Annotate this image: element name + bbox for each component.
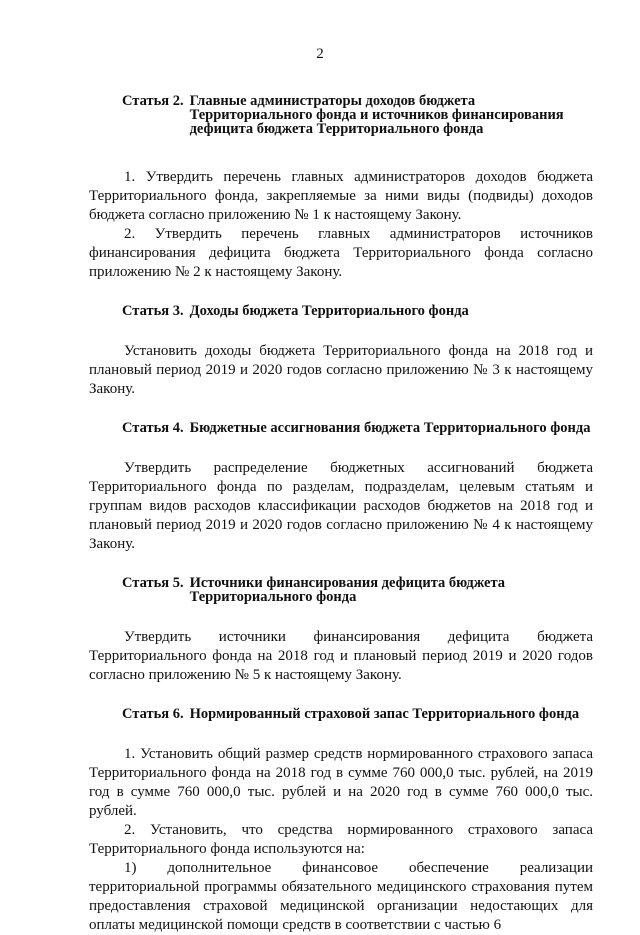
article-4-heading xyxy=(122,421,592,435)
article-6-heading xyxy=(122,707,592,721)
article-4-paragraph-1: Утвердить распределение бюджетных ассигнований бюджета Территориального фонда по разделам, подразделам, целевым статьям и группам видов расходов классификации расходов бюджетов на 2018 год и плановый период 2019 и 2020 годов согласно приложению № 4 к настоящему Закону. xyxy=(89,460,593,552)
article-5-title: Источники финансирования дефицита бюджета Территориального фонда xyxy=(189,575,506,605)
article-6-paragraph-3: 1) дополнительное финансовое обеспечение реализации территориальной программы обязательного медицинского страхования путем предоставления страховой медицинской организации недостающих для оплаты медицинской помощи средств в соответствии с частью 6 xyxy=(89,860,593,933)
article-5-paragraph-1: Утвердить источники финансирования дефицита бюджета Территориального фонда на 2018 год и плановый период 2019 и 2020 годов согласно приложению № 5 к настоящему Закону. xyxy=(89,629,593,683)
article-5-heading xyxy=(122,576,592,604)
article-4-number: Статья 4. xyxy=(122,420,184,436)
article-6-title: Нормированный страховой запас Территориального фонда xyxy=(189,706,580,722)
article-3-number: Статья 3. xyxy=(122,303,184,319)
article-5-number: Статья 5. xyxy=(122,575,184,591)
article-4-title: Бюджетные ассигнования бюджета Территориального фонда xyxy=(189,420,591,436)
page-number: 2 xyxy=(316,46,324,62)
article-6-paragraph-2: 2. Установить, что средства нормированного страхового запаса Территориального фонда используются на: xyxy=(89,822,593,857)
article-6-paragraph-1: 1. Установить общий размер средств нормированного страхового запаса Территориального фонда на 2018 год в сумме 760 000,0 тыс. рублей, на 2019 год в сумме 760 000,0 тыс. рублей и на 2020 год в сумме 760 000,0 тыс. рублей. xyxy=(89,746,593,819)
document-body xyxy=(89,94,593,935)
article-2-heading xyxy=(122,94,592,136)
article-3-title: Доходы бюджета Территориального фонда xyxy=(189,303,469,319)
article-3-paragraph-1: Установить доходы бюджета Территориального фонда на 2018 год и плановый период 2019 и 2020 годов согласно приложению № 3 к настоящему Закону. xyxy=(89,343,593,397)
article-2-paragraph-2: 2. Утвердить перечень главных администраторов источников финансирования дефицита бюджета Территориального фонда согласно приложению № 2 к настоящему Закону. xyxy=(89,226,593,280)
article-3-heading xyxy=(122,304,592,318)
article-2-paragraph-1: 1. Утвердить перечень главных администраторов доходов бюджета Территориального фонда, закрепляемые за ними виды (подвиды) доходов бюджета согласно приложению № 1 к настоящему Закону. xyxy=(89,169,593,223)
article-2-title: Главные администраторы доходов бюджета Территориального фонда и источников финансирования дефицита бюджета Территориального фонда xyxy=(189,93,564,137)
article-2-number: Статья 2. xyxy=(122,93,184,109)
article-6-number: Статья 6. xyxy=(122,706,184,722)
